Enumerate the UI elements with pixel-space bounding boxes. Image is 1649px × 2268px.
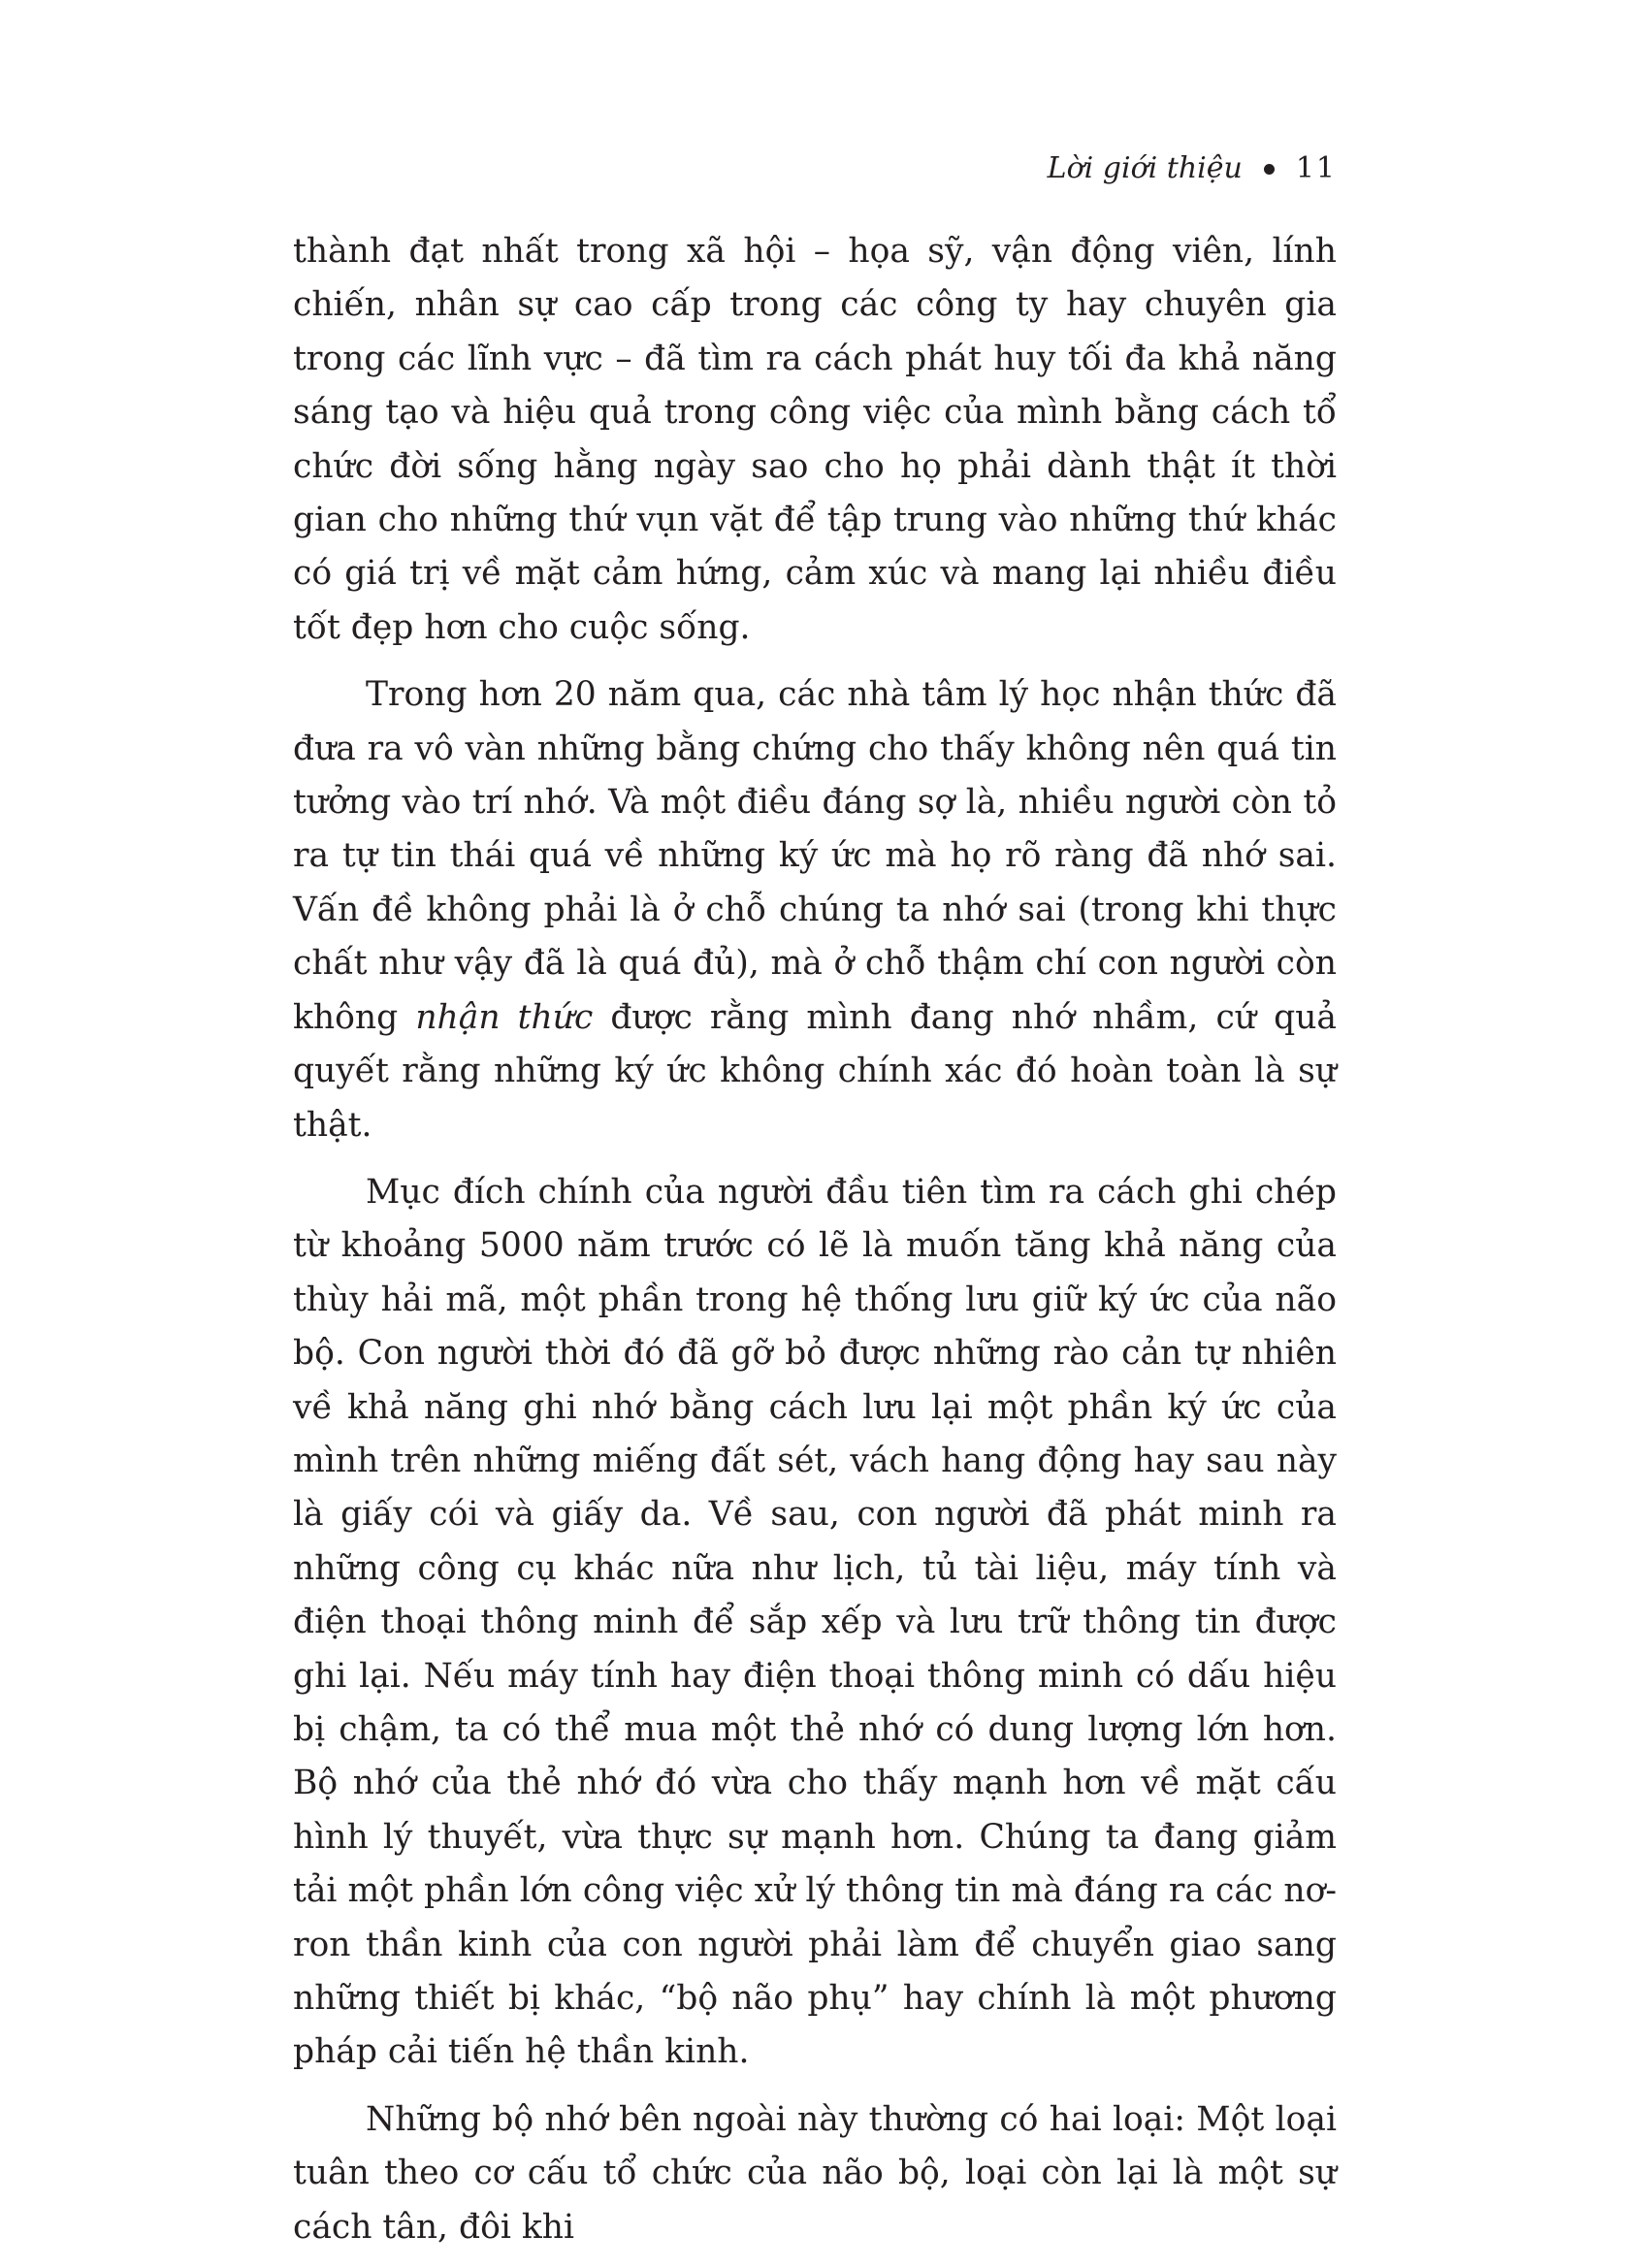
paragraph-writing-history: Mục đích chính của người đầu tiên tìm ra cách ghi chép từ khoảng 5000 năm trước có lẽ là muốn tăng khả năng của thùy hải mã, một phần trong hệ thống lưu giữ ký ức của não bộ. Con người thời đó đã gỡ bỏ được những rào cản tự nhiên về khả năng ghi nhớ bằng cách lưu lại một phần ký ức của mình trên những miếng đất sét, vách hang động hay sau này là giấy cói và giấy da. Về sau, con người đã phát minh ra những công cụ khác nữa như lịch, tủ tài liệu, máy tính và điện thoại thông minh để sắp xếp và lưu trữ thông tin được ghi lại. Nếu máy tính hay điện thoại thông minh có dấu hiệu bị chậm, ta có thể mua một thẻ nhớ có dung lượng lớn hơn. Bộ nhớ của thẻ nhớ đó vừa cho thấy mạnh hơn về mặt cấu hình lý thuyết, vừa thực sự mạnh hơn. Chúng ta đang giảm tải một phần lớn công việc xử lý thông tin mà đáng ra các nơ-ron thần kinh của con người phải làm để chuyển giao sang những thiết bị khác, “bộ não phụ” hay chính là một phương pháp cải tiến hệ thần kinh. xyxy=(293,1172,1337,2072)
chapter-title: Lời giới thiệu xyxy=(1047,151,1243,185)
paragraph-memory-reliability xyxy=(293,668,1337,1152)
paragraph-text: Trong hơn 20 năm qua, các nhà tâm lý học nhận thức đã đưa ra vô vàn những bằng chứng cho thấy không nên quá tin tưởng vào trí nhớ. Và một điều đáng sợ là, nhiều người còn tỏ ra tự tin thái quá về những ký ức mà họ rõ ràng đã nhớ sai. Vấn đề không phải là ở chỗ chúng ta nhớ sai (trong khi thực chất như vậy đã là quá đủ), mà ở chỗ thậm chí con người còn không xyxy=(293,675,1337,1037)
page-number: 11 xyxy=(1295,151,1337,185)
running-header xyxy=(1048,144,1337,194)
paragraph-text: được rằng mình đang nhớ nhầm, cứ quả quyết rằng những ký ức không chính xác đó hoàn toàn là sự thật. xyxy=(293,997,1337,1145)
bullet-separator-icon xyxy=(1264,164,1275,175)
body-text xyxy=(293,225,1337,2268)
paragraph-external-memory: Những bộ nhớ bên ngoài này thường có hai loại: Một loại tuân theo cơ cấu tổ chức của não bộ, loại còn lại là một sự cách tân, đôi khi xyxy=(293,2099,1337,2247)
emphasis-text: nhận thức xyxy=(415,997,594,1037)
paragraph-continued: thành đạt nhất trong xã hội – họa sỹ, vận động viên, lính chiến, nhân sự cao cấp trong các công ty hay chuyên gia trong các lĩnh vực – đã tìm ra cách phát huy tối đa khả năng sáng tạo và hiệu quả trong công việc của mình bằng cách tổ chức đời sống hằng ngày sao cho họ phải dành thật ít thời gian cho những thứ vụn vặt để tập trung vào những thứ khác có giá trị về mặt cảm hứng, cảm xúc và mang lại nhiều điều tốt đẹp hơn cho cuộc sống. xyxy=(293,232,1337,647)
